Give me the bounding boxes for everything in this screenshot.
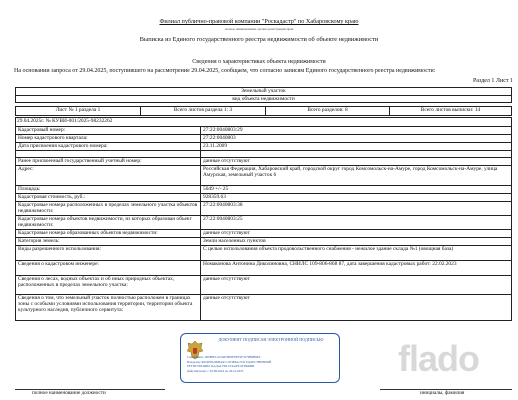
watermark: flado: [398, 338, 479, 379]
address: Российская Федерация, Хабаровский край, городской округ город Комсомольск-на-Амуре, город Комсомольск-на-Амуре, улица Амурская, земельный участок 6: [203, 166, 498, 179]
table-row: [16, 294, 511, 320]
row-label: Дата присвоения кадастрового номера:: [16, 143, 201, 150]
row-label: Категория земель:: [16, 238, 201, 245]
stamp-owner-cont: РЕГИСТРАЦИИ, КАДАСТРА И КАРТОГРАФИИ: [187, 364, 255, 369]
previous-number: данные отсутствуют: [203, 158, 250, 164]
table-row: [16, 275, 511, 294]
stamp-owner: Владелец: ФЕДЕРАЛЬНАЯ СЛУЖБА ГОСУДАРСТВЕННОЙ: [187, 359, 272, 364]
table-row: [16, 237, 511, 245]
table-row: [16, 260, 511, 275]
table-row: [16, 245, 511, 260]
row-label: Адрес:: [16, 166, 201, 185]
name-label: инициалы, фамилия: [420, 390, 465, 396]
sheet-info-table: [15, 106, 512, 116]
row-label: Сведения о том, что земельный участок полностью расположен в границах зоны с особыми условиями использования территории, территории объекта культурного наследия, публичного сервитута:: [16, 295, 201, 320]
table-row: [16, 142, 511, 150]
electronic-signature-stamp: [180, 333, 340, 383]
cadastral-engineer: Номаконова Антонина Диколиновна, СНИЛС 109-806-868 87, дата завершения кадастровых работ: 22.02.2023: [203, 261, 457, 267]
row-label: Кадастровая стоимость, руб.:: [16, 194, 201, 201]
row-label: Сведения о кадастровом инженере:: [16, 261, 201, 275]
row-label: Кадастровые номера расположенных в пределах земельного участка объектов недвижимости:: [16, 202, 201, 215]
section-caption: Сведения о характеристиках объекта недвижимости: [192, 59, 326, 65]
row-label: Сведения о лесах, водных объектах и об иных природных объектах, расположенных в пределах земельного участка:: [16, 276, 201, 294]
special-zones: данные отсутствуют: [203, 295, 250, 301]
stamp-certificate: Сертификат: 00088ECA534E3800F8EF2E3279B6B8E9: [187, 355, 261, 359]
table-row: [16, 193, 511, 201]
natural-objects: данные отсутствуют: [203, 276, 250, 282]
spacer-row: [16, 150, 511, 157]
assignment-date: 23.11.2009: [203, 143, 228, 149]
cadastral-quarter: 27:22:0040803: [203, 135, 236, 141]
document-title: Выписка из Единого государственного реестра недвижимости об объекте недвижимости: [139, 36, 379, 43]
row-label: Площадь:: [16, 186, 201, 193]
request-text: На основании запроса от 29.04.2025, поступившего на рассмотрение 29.04.2025, сообщаем, что согласно записям Единого государственного реестра недвижимости:: [14, 68, 436, 74]
stamp-heading: ДОКУМЕНТ ПОДПИСАН ЭЛЕКТРОННОЙ ПОДПИСЬЮ: [218, 337, 324, 342]
organization-caption: полное наименование органа регистрации прав: [224, 27, 294, 31]
document-reference: 29.04.2025г. № КУВИ-001/2025-98232262: [17, 118, 113, 124]
row-label: Ранее присвоенный государственный учетный номер:: [16, 158, 201, 165]
row-label: Номер кадастрового квартала:: [16, 135, 201, 142]
row-label: Виды разрешенного использования:: [16, 246, 201, 260]
table-row: [16, 229, 511, 237]
property-data-table: [15, 117, 512, 321]
object-type-caption: вид объекта недвижимости: [232, 96, 295, 102]
stamp-details: [187, 355, 335, 374]
land-category: Земли населенных пунктов: [203, 238, 266, 244]
table-row: [16, 201, 511, 215]
area: 5049 +/- 25: [203, 186, 229, 192]
section-info: Раздел 1 Лист 1: [472, 78, 513, 84]
organization-name: Филиал публично-правовой компании "Роскадастр" по Хабаровскому краю: [159, 18, 359, 25]
contained-objects: 27:22:0040803:38: [203, 202, 243, 208]
total-sheet-count: Всего листов выписки: 14: [420, 107, 481, 113]
table-row: [16, 185, 511, 193]
sheet-number: Лист № 1 раздела 1: [16, 107, 141, 115]
position-label: полное наименование должности: [32, 390, 106, 396]
source-objects: 27:22:0040803:25: [203, 216, 243, 222]
row-label: Кадастровые номера объектов недвижимости, из которых образован объект недвижимости:: [16, 216, 201, 229]
object-type-table: [15, 87, 512, 103]
permitted-use: С целью использования объекта продовольственного снабжения - нежилое здание склада №1 (овощная база): [203, 246, 454, 252]
row-label: Кадастровый номер:: [16, 127, 201, 134]
derived-objects: данные отсутствуют: [203, 230, 250, 236]
table-row: [16, 157, 511, 165]
section-count: Всего разделов: 8: [266, 107, 390, 115]
cadastral-value: 928359.63: [203, 194, 226, 200]
stamp-validity: Действителен: с 02.08.2024 по 26.10.2025: [187, 369, 244, 374]
table-row: [16, 134, 511, 142]
cadastral-number: 27:22:0040803:29: [203, 127, 243, 133]
object-type: Земельный участок: [241, 88, 286, 94]
row-label: Кадастровые номера образованных объектов недвижимости:: [16, 230, 201, 237]
section-sheet-count: Всего листов раздела 1: 3: [141, 107, 266, 115]
table-row: [16, 165, 511, 185]
table-row: [16, 215, 511, 229]
table-row: [16, 126, 511, 134]
